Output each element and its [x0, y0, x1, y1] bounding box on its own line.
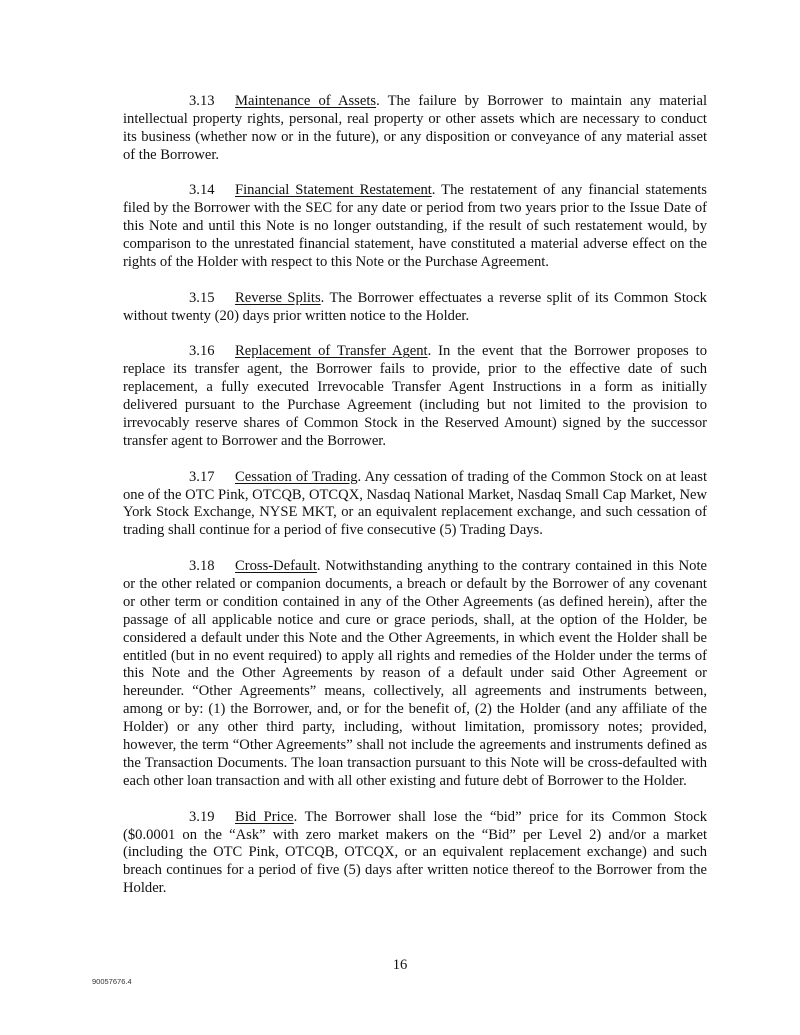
document-id: 90057676.4: [92, 977, 132, 986]
page-number: 16: [392, 957, 408, 973]
section-heading: Replacement of Transfer Agent: [235, 343, 428, 360]
section-number: 3.17: [189, 468, 215, 485]
section-text: . The restatement of any financial statements filed by the Borrower with the SEC for any date or period from two years prior to the Issue Date of this Note and until this Note is no longer outstanding, if the result of such restatement would, by comparison to the unrestated financial statement, have constituted a material adverse effect on the rights of the Holder with respect to this Note or the Purchase Agreement.: [123, 182, 707, 271]
section-3-15: [123, 290, 707, 326]
section-3-13: [123, 93, 707, 165]
section-paragraph: [123, 469, 707, 541]
section-heading: Financial Statement Restatement: [235, 182, 432, 199]
section-number: 3.16: [189, 343, 215, 360]
document-body: [123, 93, 707, 916]
section-text: . Notwithstanding anything to the contrary contained in this Note or the other related or companion documents, a breach or default by the Borrower of any covenant or other term or condition contained in any of the Other Agreements (as defined herein), after the passage of all applicable notice and cure or grace periods, shall, at the option of the Holder, be considered a default under this Note and the Other Agreements, in which event the Holder shall be entitled (but in no event required) to apply all rights and remedies of the Holder under the terms of this Note and the Other Agreements by reason of a default under said Other Agreement or hereunder. “Other Agreements” means, collectively, all agreements and instruments between, among or by: (1) the Borrower, and, or for the benefit of, (2) the Holder (and any affiliate of the Holder) or any other third party, including, without limitation, promissory notes; provided, however, the term “Other Agreements” shall not include the agreements and instruments defined as the Transaction Documents. The loan transaction pursuant to this Note will be cross-defaulted with each other loan transaction and with all other existing and future debt of Borrower to the Holder.: [123, 558, 707, 789]
section-text: . The Borrower effectuates a reverse split of its Common Stock without twenty (20) days prior written notice to the Holder.: [123, 289, 707, 324]
section-number: 3.13: [189, 93, 215, 109]
section-paragraph: [123, 290, 707, 326]
section-text: . The Borrower shall lose the “bid” price for its Common Stock ($0.0001 on the “Ask” with zero market makers on the “Bid” per Level 2) and/or a market (including the OTC Pink, OTCQB, OTCQX, or an equivalent replacement exchange) and such breach continues for a period of five (5) days after written notice thereof to the Borrower from the Holder.: [123, 808, 707, 897]
section-number: 3.18: [189, 558, 215, 575]
section-heading: Maintenance of Assets: [235, 93, 377, 109]
section-heading: Bid Price: [235, 808, 294, 825]
section-3-17: [123, 469, 707, 541]
section-text: . In the event that the Borrower proposes to replace its transfer agent, the Borrower fails to provide, prior to the effective date of such replacement, a fully executed Irrevocable Transfer Agent Instructions in a form as initially delivered pursuant to the Purchase Agreement (including but not limited to the provision to irrevocably reserve shares of Common Stock in the Reserved Amount) signed by the successor transfer agent to Borrower and the Borrower.: [123, 343, 707, 449]
section-number: 3.14: [189, 182, 215, 199]
section-paragraph: [123, 343, 707, 450]
section-paragraph: [123, 182, 707, 272]
section-paragraph: [123, 93, 707, 165]
section-3-19: [123, 809, 707, 899]
section-heading: Cessation of Trading: [235, 468, 358, 485]
section-paragraph: [123, 809, 707, 899]
section-text: . The failure by Borrower to maintain any material intellectual property rights, personal, real property or other assets which are necessary to conduct its business (whether now or in the future), or any disposition or conveyance of any material asset of the Borrower.: [123, 93, 708, 163]
section-3-18: [123, 558, 707, 791]
section-paragraph: [123, 558, 707, 791]
section-number: 3.19: [189, 808, 215, 825]
section-text: . Any cessation of trading of the Common Stock on at least one of the OTC Pink, OTCQB, OTCQX, Nasdaq National Market, Nasdaq Small Cap Market, New York Stock Exchange, NYSE MKT, or an equivalent replacement exchange, and such cessation of trading shall continue for a period of five consecutive (5) Trading Days.: [123, 468, 707, 539]
section-3-14: [123, 182, 707, 272]
section-heading: Cross-Default: [235, 558, 317, 575]
section-number: 3.15: [189, 289, 215, 306]
section-3-16: [123, 343, 707, 450]
section-heading: Reverse Splits: [235, 289, 321, 306]
